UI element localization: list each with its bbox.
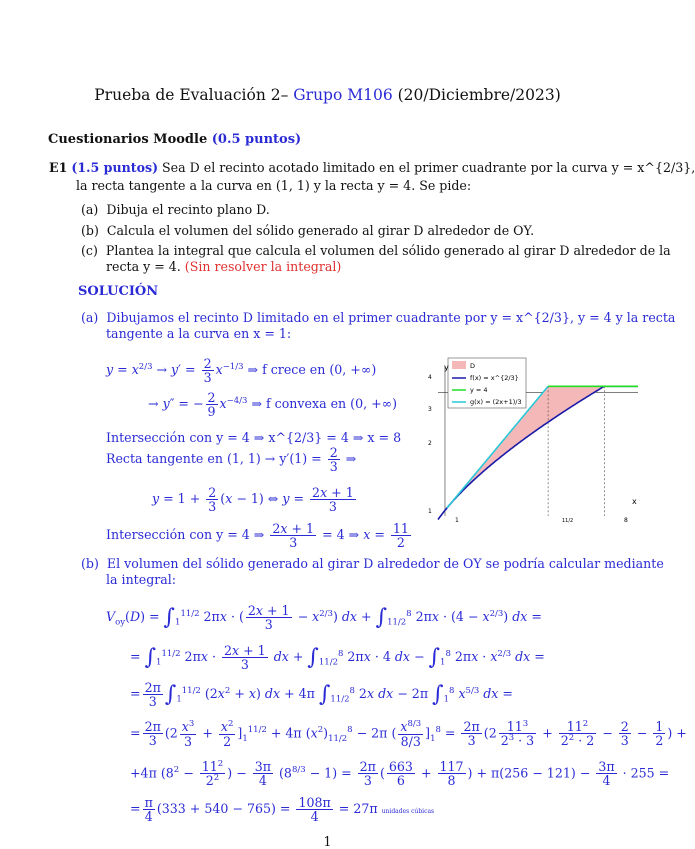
exercise-points: (1.5 puntos) (71, 160, 159, 175)
axis-label-y: y (444, 363, 449, 372)
item-a: (a) Dibuja el recinto plano D. (81, 202, 270, 217)
item-c: (c) Plantea la integral que calcula el volumen del sólido generado al girar D alrededor de la (81, 243, 671, 258)
units-label: unidades cúbicas (381, 808, 435, 816)
page-title: Prueba de Evaluación 2– Grupo M106 (20/Diciembre/2023) (94, 86, 561, 104)
exercise-id: E1 (49, 160, 68, 175)
legend-label-g: g(x) = (2x+1)/3 (470, 398, 522, 406)
x-tick-1: 1 (455, 517, 459, 524)
y-tick-4: 4 (428, 374, 432, 381)
solution-a-line-1: (a) Dibujamos el recinto D limitado en el primer cuadrante por y = x^{2/3}, y = 4 y la recta (81, 310, 676, 325)
tangent-line: Recta tangente en (1, 1) → y′(1) = $\frac{2}{3}$ ⇒ (106, 445, 357, 475)
group-label: Grupo M106 (293, 86, 393, 104)
item-c-cont: recta y = 4. (Sin resolver la integral) (106, 259, 342, 274)
tangent-equation: y = 1 + $\frac{2}{3}$ (x − 1) ⇔ y = $\frac{2x + 1}{3}$ (152, 485, 354, 515)
intersection-1: Intersección con y = 4 ⇒ x^{2/3} = 4 ⇒ x = 8 (106, 430, 402, 445)
section-heading: Cuestionarios Moodle (0.5 puntos) (48, 132, 302, 147)
note-sin-resolver: (Sin resolver la integral) (184, 259, 342, 274)
intersection-2: Intersección con y = 4 ⇒ $\frac{2x + 1}{3}$ = 4 ⇒ x = $\frac{11}{2}$ (106, 521, 409, 551)
y-tick-3: 3 (428, 406, 432, 413)
exercise-line-1: E1 (1.5 puntos) Sea D el recinto acotado limitado en el primer cuadrante por la curva y = x^{2/3}, (49, 160, 695, 175)
first-derivative: $y = x^{2/3} \to y'$ = $\frac{2}{3}$ $x^{-1/3}$ ⇒ f crece en (0, +∞) (106, 356, 377, 386)
second-derivative: → y″ = − $\frac{2}{9}$ $x^{-4/3}$ ⇒ f convexa en (0, +∞) (148, 390, 398, 420)
volume-eq-5: +4π ($8^2$ − $\frac{11^2}{2^2}$ ) − $\frac{3\pi}{4}$ $(8^{8/3} - 1)$ = $\frac{2\pi}{3}$ ( $\frac{663}{6}$ + $\frac{117}{8}$ ) + π(256 − 121) − $\frac{3\pi}{4}$ · 255 = (130, 759, 670, 789)
exercise-line-2: la recta tangente a la curva en (1, 1) y la recta y = 4. Se pide: (76, 178, 472, 193)
legend-label-d: D (470, 362, 476, 370)
volume-eq-2: = $\int_1^{11/2}$ 2πx · $\frac{2x + 1}{3}$ dx + $\int_{11/2}^8$ 2πx · 4 dx − $\int_1^8$ $2\pi x \cdot x^{2/3}$ dx = (130, 643, 545, 673)
item-b: (b) Calcula el volumen del sólido generado al girar D alrededor de OY. (81, 223, 535, 238)
solution-a-line-2: tangente a la curva en x = 1: (106, 326, 292, 341)
x-tick-11-2: 11/2 (562, 518, 574, 524)
solution-heading: SOLUCIÓN (78, 284, 159, 299)
volume-result: = $\frac{\pi}{4}$ (333 + 540 − 765) = $\frac{108\pi}{4}$ = 27π unidades cúbicas (130, 795, 435, 825)
volume-eq-3: = $\frac{2\pi}{3}$ $\int_1^{11/2}$ $(2x^2 + x)$ dx + 4π $\int_{11/2}^8$ 2x dx − 2π $\int_1^8$ $x^{5/3}$ dx = (130, 680, 513, 710)
legend-swatch-d (452, 361, 466, 369)
x-tick-8: 8 (624, 517, 628, 524)
region-plot (420, 356, 645, 536)
solution-b-line-2: la integral: (106, 572, 177, 587)
axis-label-x: x (632, 497, 637, 506)
legend-label-y4: y = 4 (470, 386, 488, 394)
y-tick-1: 1 (428, 508, 432, 515)
legend-label-f: f(x) = x^{2/3} (470, 374, 519, 382)
volume-eq-1: $V_{oy}(D) = \int_1^{11/2}$ 2πx · ( $\frac{2x + 1}{3}$ − $x^{2/3}$) dx + $\int_{11/2}^8$ $2\pi x \cdot (4 - x^{2/3})$ dx = (106, 603, 542, 633)
page-number: 1 (323, 834, 332, 849)
y-tick-2: 2 (428, 440, 432, 447)
plot-legend (448, 358, 526, 408)
solution-b-line-1: (b) El volumen del sólido generado al girar D alrededor de OY se podría calcular mediante (81, 556, 664, 571)
volume-eq-4: = $\frac{2\pi}{3}$ (2 $\frac{x^3}{3}$ + $\frac{x^2}{2}$ ]$_1^{11/2} + 4\pi$ $(x^2)_{11/2}^8 - 2\pi$ ( $\frac{x^{8/3}}{8/3}$ ]$_1^8$ = $\frac{2\pi}{3}$ (2 $\frac{11^3}{2^3 \cdot 3}$ + $\frac{11^2}{2^2 \cdot 2}$ − $\frac{2}{3}$ − $\frac{1}{2}$ ) + (130, 719, 687, 749)
